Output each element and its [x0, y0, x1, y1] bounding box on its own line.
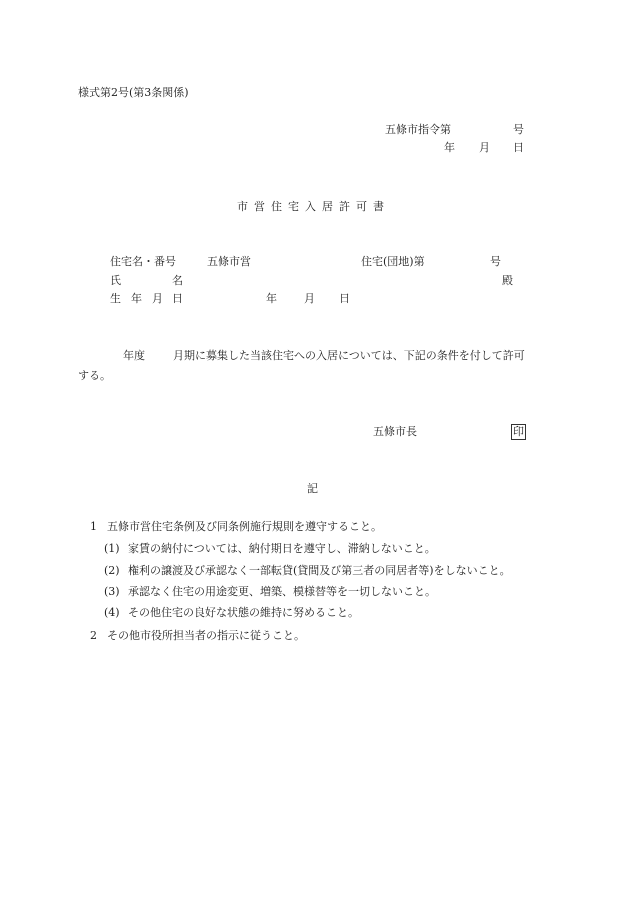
- birth-label-1: 生: [110, 292, 121, 305]
- item1-text: 五條市営住宅条例及び同条例施行規則を遵守すること。: [107, 520, 382, 533]
- item2-text: その他市役所担当者の指示に従うこと。: [107, 629, 305, 642]
- sub3-number: (3): [104, 585, 120, 598]
- form-number: 様式第2号(第3条関係): [78, 86, 189, 99]
- directive-prefix: 五條市指令第: [385, 123, 451, 136]
- date-month: 月: [479, 141, 490, 154]
- house-label: 住宅名・番号: [110, 255, 176, 268]
- statement-line2: する。: [78, 369, 111, 382]
- item2-number: 2: [90, 629, 97, 642]
- sub4-number: (4): [104, 606, 120, 619]
- item1-number: 1: [90, 520, 97, 533]
- ki-heading: 記: [307, 482, 318, 495]
- statement-line1: 月期に募集した当該住宅への入居については、下記の条件を付して許可: [173, 349, 525, 362]
- name-label-1: 氏: [110, 274, 121, 287]
- document-title: 市営住宅入居許可書: [237, 200, 390, 213]
- mayor-label: 五條市長: [373, 425, 417, 438]
- house-value: 五條市営: [207, 255, 251, 268]
- seal-label: 印: [513, 425, 524, 438]
- birth-day: 日: [339, 292, 350, 305]
- honorific: 殿: [502, 274, 513, 287]
- name-label-2: 名: [172, 274, 183, 287]
- birth-label-2: 年: [131, 292, 142, 305]
- statement-fiscal-year: 年度: [123, 349, 145, 362]
- house-unit: 住宅(団地)第: [361, 255, 425, 268]
- sub4-text: その他住宅の良好な状態の維持に努めること。: [128, 606, 359, 619]
- directive-suffix: 号: [513, 123, 524, 136]
- birth-label-4: 日: [172, 292, 183, 305]
- birth-month: 月: [304, 292, 315, 305]
- sub1-number: (1): [104, 542, 120, 555]
- sub2-number: (2): [104, 564, 120, 577]
- seal-mark: [511, 424, 526, 440]
- birth-year: 年: [266, 292, 277, 305]
- sub3-text: 承認なく住宅の用途変更、増築、模様替等を一切しないこと。: [128, 585, 436, 598]
- sub2-text: 権利の譲渡及び承認なく一部転貸(貸間及び第三者の同居者等)をしないこと。: [128, 564, 511, 577]
- date-year: 年: [444, 141, 455, 154]
- date-day: 日: [513, 141, 524, 154]
- sub1-text: 家賃の納付については、納付期日を遵守し、滞納しないこと。: [128, 542, 436, 555]
- house-unit-suffix: 号: [490, 255, 501, 268]
- birth-label-3: 月: [152, 292, 163, 305]
